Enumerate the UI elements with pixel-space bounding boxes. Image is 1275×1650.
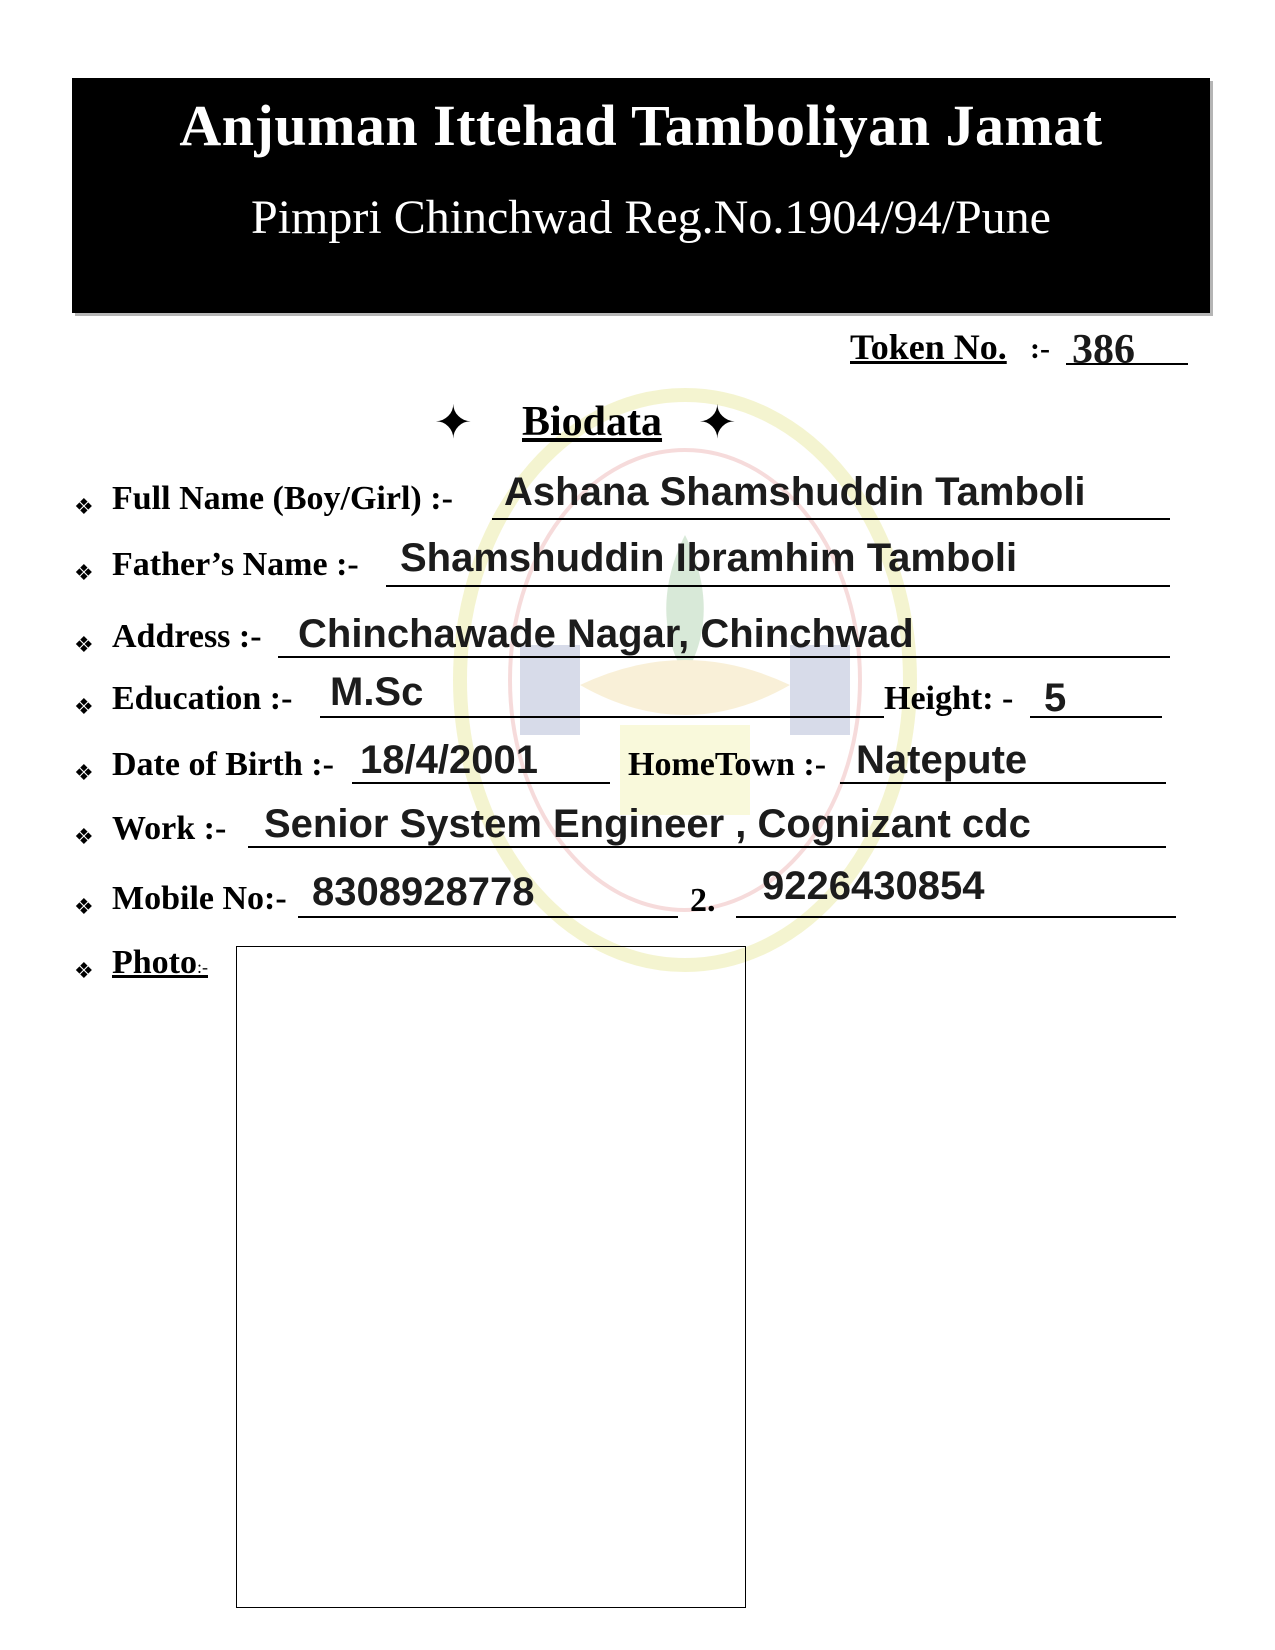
photo-box	[236, 946, 746, 1608]
token-separator: :-	[1030, 332, 1050, 365]
bullet-icon: ❖	[74, 560, 94, 585]
work-value: Senior System Engineer , Cognizant cdc	[264, 802, 1031, 846]
token-label: Token No.	[850, 327, 1007, 367]
mobile-line	[298, 916, 678, 918]
full-name-line	[492, 518, 1170, 520]
mobile-label: Mobile No:-	[112, 880, 287, 917]
bullet-icon: ❖	[74, 694, 94, 719]
bullet-icon: ❖	[74, 494, 94, 519]
education-label: Education :-	[112, 680, 293, 717]
bullet-icon: ❖	[74, 958, 94, 983]
hometown-value: Natepute	[856, 738, 1028, 782]
mobile-value: 8308928778	[312, 870, 535, 914]
full-name-value: Ashana Shamshuddin Tamboli	[504, 470, 1086, 514]
father-name-value: Shamshuddin Ibramhim Tamboli	[400, 536, 1018, 580]
hometown-line	[840, 782, 1166, 784]
dob-value: 18/4/2001	[360, 738, 538, 782]
father-name-label: Father’s Name :-	[112, 546, 359, 583]
height-label: Height: -	[884, 680, 1014, 717]
dob-label: Date of Birth :-	[112, 746, 334, 783]
bullet-icon: ❖	[74, 824, 94, 849]
organization-title: Anjuman Ittehad Tamboliyan Jamat	[179, 93, 1103, 158]
address-line	[278, 656, 1170, 658]
bullet-icon: ❖	[74, 894, 94, 919]
photo-label: Photo:-	[112, 944, 208, 981]
header-banner	[72, 78, 1210, 313]
biodata-title: Biodata	[522, 399, 663, 445]
education-value: M.Sc	[330, 670, 424, 714]
education-line	[320, 716, 884, 718]
token-underline	[1066, 363, 1188, 365]
full-name-label: Full Name (Boy/Girl) :-	[112, 480, 453, 517]
star-left-icon: ✦	[434, 397, 473, 448]
star-right-icon: ✦	[698, 397, 737, 448]
work-line	[248, 846, 1166, 848]
bullet-icon: ❖	[74, 632, 94, 657]
dob-line	[352, 782, 610, 784]
bullet-icon: ❖	[74, 760, 94, 785]
address-label: Address :-	[112, 618, 262, 655]
mobile2-line	[736, 916, 1176, 918]
organization-registration: Pimpri Chinchwad Reg.No.1904/94/Pune	[251, 191, 1051, 244]
work-label: Work :-	[112, 810, 227, 847]
height-line	[1030, 716, 1162, 718]
mobile2-label: 2.	[690, 882, 716, 919]
hometown-label: HomeTown :-	[628, 746, 827, 783]
address-value: Chinchawade Nagar, Chinchwad	[298, 612, 914, 656]
father-name-line	[386, 585, 1170, 587]
token-value: 386	[1072, 327, 1135, 373]
height-value: 5	[1044, 676, 1067, 720]
mobile2-value: 9226430854	[762, 864, 985, 908]
